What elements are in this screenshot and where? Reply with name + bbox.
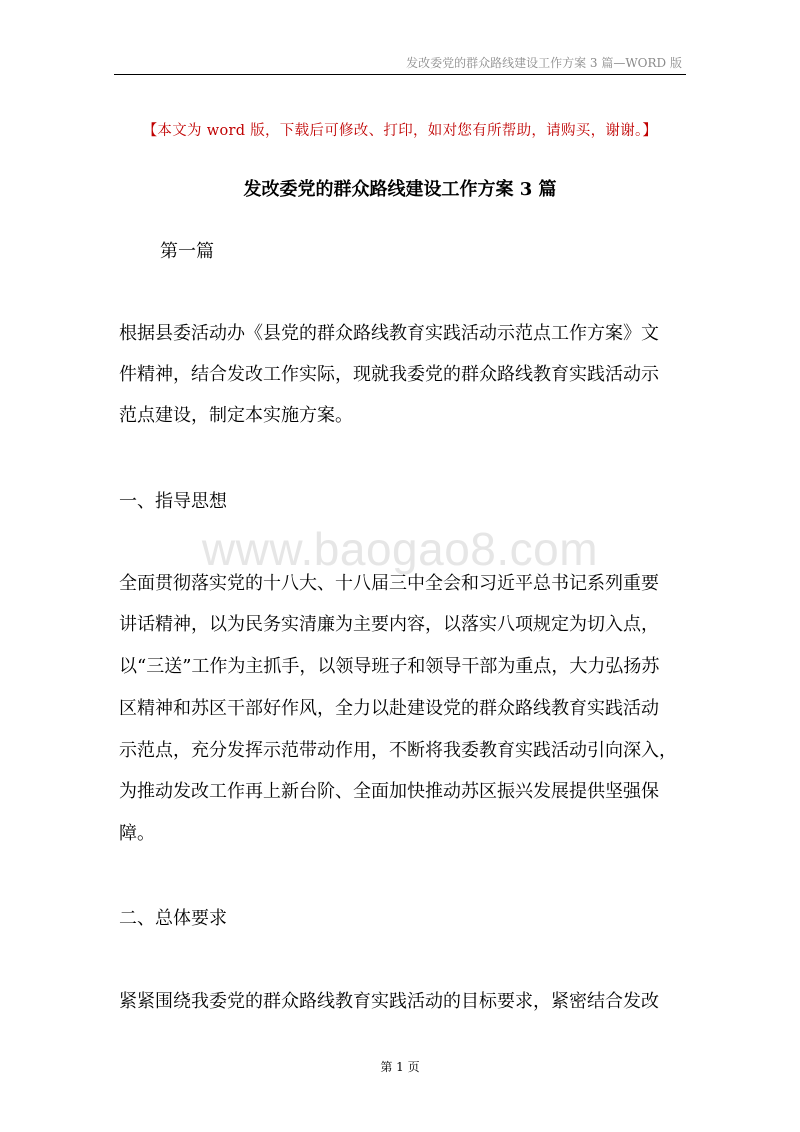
page-number: 第 1 页	[380, 1060, 420, 1074]
paragraph-line: 讲话精神，以为民务实清廉为主要内容，以落实八项规定为切入点，	[119, 614, 659, 635]
paragraph-line: 障。	[119, 823, 155, 844]
paragraph-line: 区精神和苏区干部好作风，全力以赴建设党的群众路线教育实践活动	[119, 698, 659, 719]
paragraph-line: 全面贯彻落实党的十八大、十八届三中全会和习近平总书记系列重要	[119, 573, 659, 594]
section-heading: 一、指导思想	[119, 491, 227, 512]
paragraph-line: 为推动发改工作再上新台阶、全面加快推动苏区振兴发展提供坚强保	[119, 781, 659, 802]
header-divider	[114, 74, 686, 75]
intro-line: 件精神，结合发改工作实际，现就我委党的群众路线教育实践活动示	[119, 364, 659, 385]
running-header: 发改委党的群众路线建设工作方案 3 篇—WORD 版	[406, 56, 682, 70]
document-title: 发改委党的群众路线建设工作方案 3 篇	[243, 179, 557, 200]
intro-line: 范点建设，制定本实施方案。	[119, 405, 353, 426]
download-notice: 【本文为 word 版，下载后可修改、打印，如对您有所帮助，请购买，谢谢。】	[142, 123, 658, 139]
site-watermark: www.baogao8.com	[201, 523, 599, 575]
paragraph-line: 以“三送”工作为主抓手，以领导班子和领导干部为重点，大力弘扬苏	[119, 656, 660, 677]
intro-line: 根据县委活动办《县党的群众路线教育实践活动示范点工作方案》文	[119, 323, 659, 344]
section-heading: 二、总体要求	[119, 908, 227, 929]
paragraph-line: 紧紧围绕我委党的群众路线教育实践活动的目标要求，紧密结合发改	[119, 991, 659, 1012]
paragraph-line: 示范点，充分发挥示范带动作用，不断将我委教育实践活动引向深入，	[119, 740, 677, 761]
chapter-heading: 第一篇	[160, 241, 214, 262]
